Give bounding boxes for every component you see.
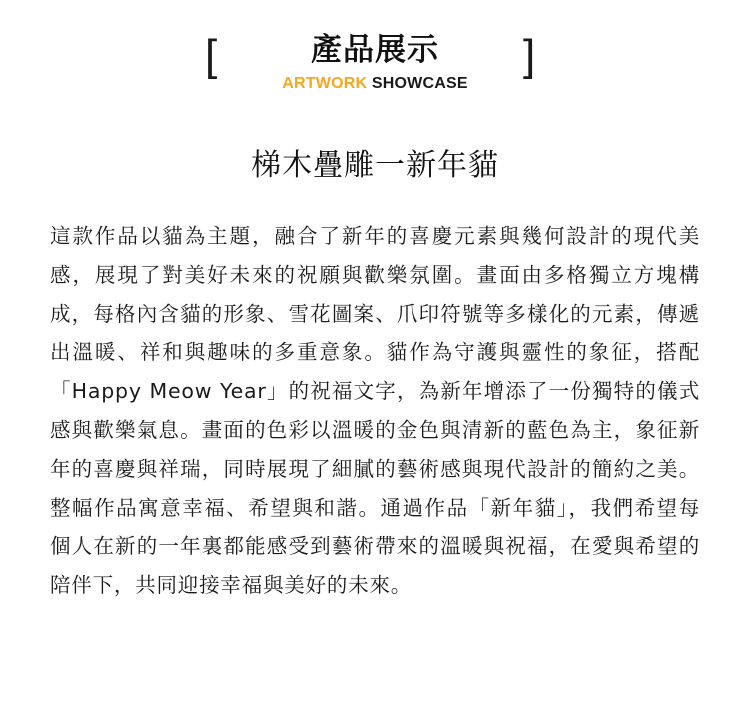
left-bracket: [ xyxy=(205,31,218,80)
section-title: 產品展示 xyxy=(311,32,439,68)
subtitle-word: SHOWCASE xyxy=(371,75,468,92)
right-bracket: ] xyxy=(523,31,536,80)
product-description: 這款作品以貓為主題，融合了新年的喜慶元素與幾何設計的現代美感，展現了對美好未來的祝願與歡樂氛圍。畫面由多格獨立方塊構成，每格內含貓的形象、雪花圖案、爪印符號等多樣化的元素，傳遞出溫暖、祥和與趣味的多重意象。貓作為守護與靈性的象征，搭配「Happy Meow Year」的祝福文字，為新年增添了一份獨特的儀式感與歡樂氣息。畫面的色彩以溫暖的金色與清新的藍色為主，象征新年的喜慶與祥瑞，同時展現了細膩的藝術感與現代設計的簡約之美。整幅作品寓意幸福、希望與和諧。通過作品「新年貓」，我們希望每個人在新的一年裏都能感受到藝術帶來的溫暖與祝福，在愛與希望的陪伴下，共同迎接幸福與美好的未來。 xyxy=(50,224,700,598)
product-title: 梯木疊雕一新年貓 xyxy=(251,148,499,183)
subtitle-accent-word: ARTWORK xyxy=(282,75,368,92)
section-subtitle xyxy=(0,75,750,93)
section-header xyxy=(0,22,750,102)
